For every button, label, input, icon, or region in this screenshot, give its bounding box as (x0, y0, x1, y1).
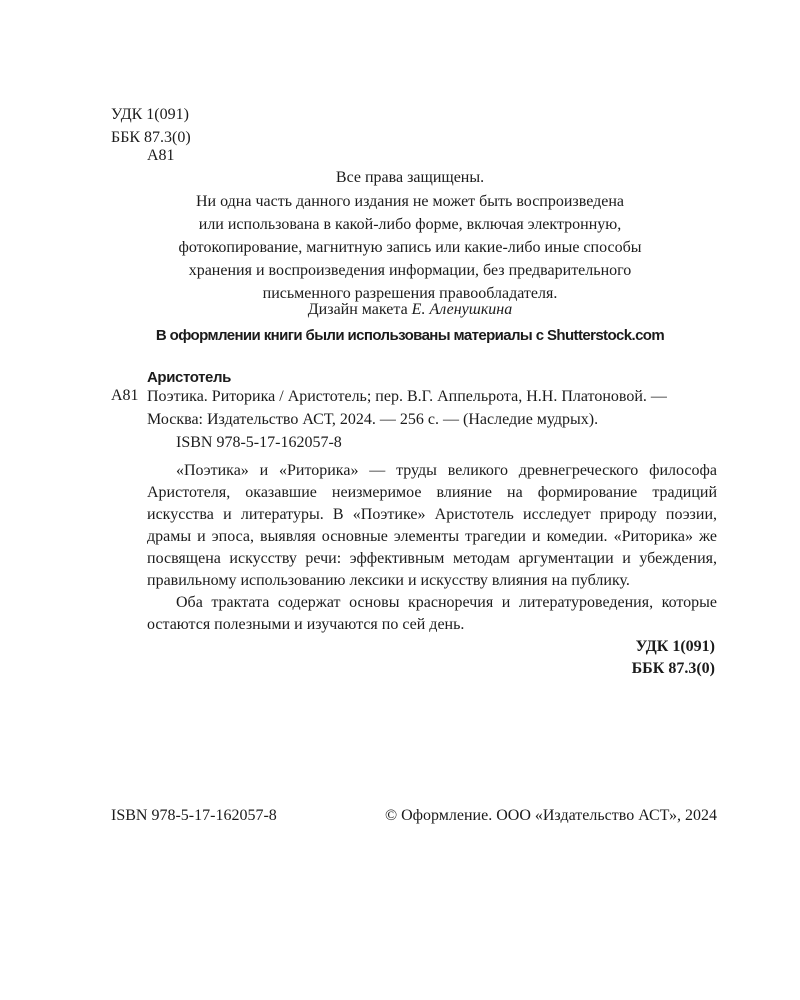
description-line: Москва: Издательство АСТ, 2024. — 256 с. — (Наследие мудрых). (147, 411, 599, 428)
classification-codes (111, 103, 191, 149)
shutterstock-note: В оформлении книги были использованы материалы с Shutterstock.com (155, 327, 665, 344)
rights-notice (130, 190, 690, 305)
rights-line: или использована в какой-либо форме, включая электронную, (198, 216, 622, 233)
footer-copyright: © Оформление. ООО «Издательство АСТ», 2024 (384, 807, 717, 824)
catalog-isbn: ISBN 978-5-17-162057-8 (176, 434, 342, 451)
annotation-paragraph: Оба трактата содержат основы красноречия и литературоведения, которые остаются полезными и изучаются по сей день. (147, 594, 717, 633)
designer-name: Е. Аленушкина (411, 301, 513, 318)
annotation (147, 460, 717, 636)
classification-codes-right (600, 636, 715, 680)
udk-code: УДК 1(091) (111, 106, 189, 123)
footer-isbn: ISBN 978-5-17-162057-8 (111, 807, 277, 824)
rights-line: фотокопирование, магнитную запись или какие-либо иные способы (178, 239, 642, 256)
bbk-code-right: ББК 87.3(0) (631, 660, 715, 677)
catalog-description (147, 385, 717, 431)
catalog-mark: А81 (111, 387, 139, 404)
rights-line: хранения и воспроизведения информации, без предварительного (188, 262, 632, 279)
description-line: Поэтика. Риторика / Аристотель; пер. В.Г. Аппельрота, Н.Н. Платоновой. — (147, 388, 667, 405)
udk-code-right: УДК 1(091) (635, 638, 715, 655)
rights-line: Ни одна часть данного издания не может быть воспроизведена (195, 193, 624, 210)
design-credit (130, 298, 690, 321)
rights-title: Все права защищены. (335, 169, 485, 186)
bbk-code: ББК 87.3(0) (111, 129, 191, 146)
annotation-paragraph: «Поэтика» и «Риторика» — труды великого древнегреческого философа Аристотеля, оказавшие неизмеримое влияние на формирование традиций искусства и литературы. В «Поэтике» Аристотель исследует природу поэзии, драмы и эпоса, выявляя основные элементы трагедии и комедии. «Риторика» же посвящена искусству речи: эффективным методам аргументации и убеждения, правильному использованию лексики и искусству влияния на публику. (147, 462, 717, 589)
design-label: Дизайн макета (307, 301, 408, 318)
author-mark-top: А81 (147, 147, 175, 164)
catalog-author: Аристотель (147, 369, 231, 386)
rights-line: письменного разрешения правообладателя. (262, 285, 558, 302)
